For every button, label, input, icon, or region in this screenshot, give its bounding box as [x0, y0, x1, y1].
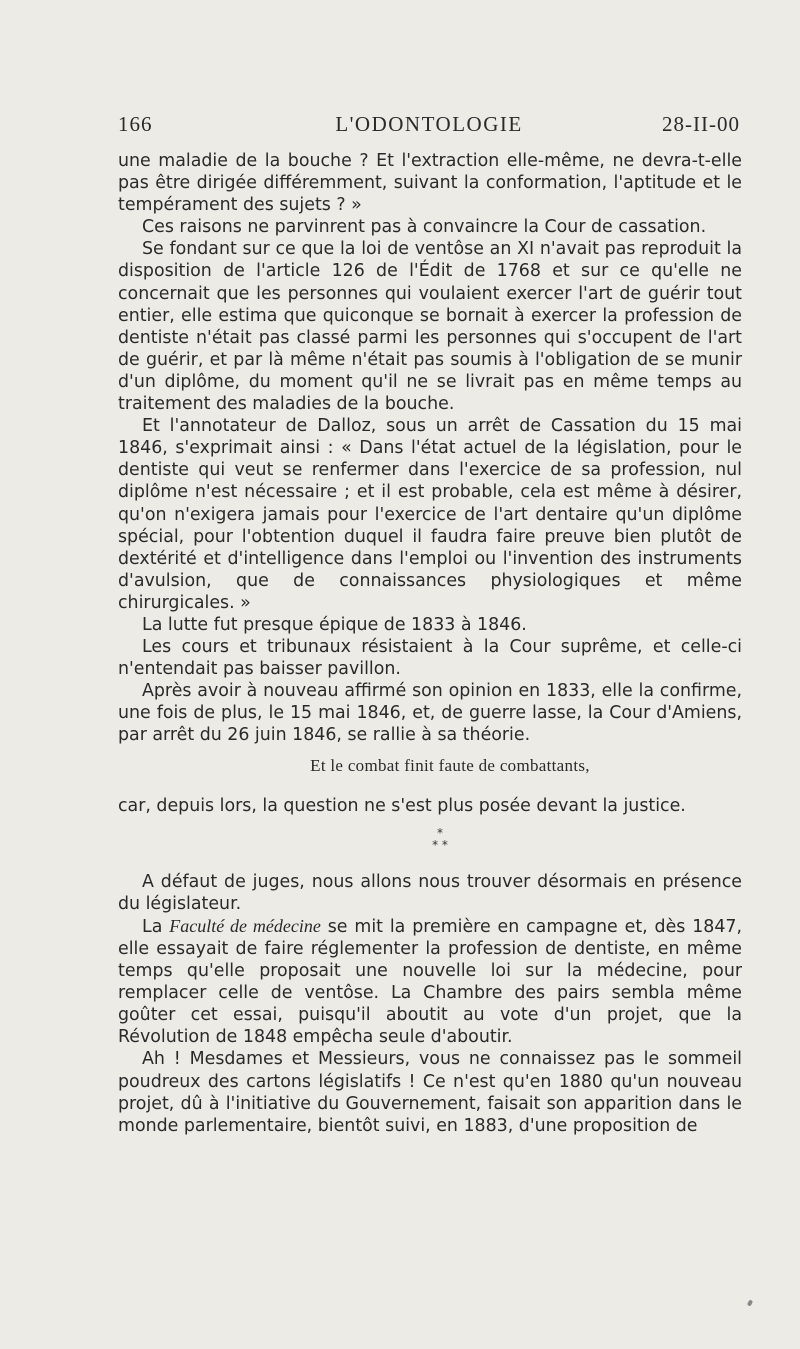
- verse-quote: Et le combat finit faute de combattants,: [310, 755, 590, 775]
- asterism-top: *: [437, 825, 443, 840]
- section-asterism: [118, 827, 742, 851]
- text-run: se mit la première en campagne et, dès 1847, elle essayait de faire réglementer la profession de dentiste, en même temps qu'elle proposait une nouvelle loi sur la médecine, pour remplacer celle de ventôse. La Chambre des pairs sembla même goûter cet essai, puisqu'il aboutit au vote d'un projet, que la Révolution de 1848 empêcha seule d'aboutir.: [118, 916, 743, 1048]
- text-run: La: [142, 916, 170, 937]
- paragraph: Après avoir à nouveau affirmé son opinion en 1833, elle la confirme, une fois de plus, le 15 mai 1846, et, de guerre lasse, la Cour d'Amiens, par arrêt du 26 juin 1846, se rallie à sa théorie.: [118, 681, 742, 746]
- paragraph: [118, 915, 742, 1049]
- body-text: [118, 150, 742, 1137]
- paper-speck: [747, 1299, 753, 1306]
- paragraph: Se fondant sur ce que la loi de ventôse an XI n'avait pas reproduit la disposition de l'article 126 de l'Édit de 1768 et sur ce qu'elle ne concernait que les personnes qui voulaient exercer l'art de guérir tout entier, elle estima que quiconque se bornait à exercer la profession de dentiste n'était pas classé parmi les personnes qui s'occupent de l'art de guérir, et par là même n'était pas soumis à l'obligation de se munir d'un diplôme, du moment qu'il ne se livrait pas en même temps au traitement des maladies de la bouche.: [118, 239, 742, 415]
- paragraph: Et l'annotateur de Dalloz, sous un arrêt de Cassation du 15 mai 1846, s'exprimait ainsi : « Dans l'état actuel de la législation, pour le dentiste qui veut se renfermer dans l'exercice de sa profession, nul diplôme n'est nécessaire ; et il est probable, cela est même à désirer, qu'on n'exigera jamais pour l'exercice de l'art dentaire qu'un diplôme spécial, pour l'obtention duquel il faudra faire preuve bien plutôt de dextérité et d'intelligence dans l'emploi ou l'invention des instruments d'avulsion, que de connaissances physiologiques et même chirurgicales. »: [118, 416, 742, 613]
- paragraph: Ces raisons ne parvinrent pas à convaincre la Cour de cassation.: [142, 217, 707, 238]
- running-title: L'ODONTOLOGIE: [335, 112, 523, 136]
- paragraph: Ah ! Mesdames et Messieurs, vous ne connaissez pas le sommeil poudreux des cartons législatifs ! Ce n'est qu'en 1880 qu'un nouveau projet, dû à l'initiative du Gouvernement, faisait son apparition dans le monde parlementaire, bientôt suivi, en 1883, d'une proposition de: [118, 1049, 742, 1136]
- paragraph: une maladie de la bouche ? Et l'extraction elle-même, ne devra-t-elle pas être dirigée différemment, suivant la conformation, l'aptitude et le tempérament des sujets ? »: [118, 151, 742, 216]
- asterism-bottom: * *: [432, 837, 448, 852]
- paragraph: La lutte fut presque épique de 1833 à 1846.: [142, 614, 527, 635]
- paragraph: A défaut de juges, nous allons nous trouver désormais en présence du législateur.: [118, 871, 742, 914]
- page-number: 166: [118, 112, 153, 136]
- running-header: [118, 112, 740, 142]
- italic-term: Faculté de médecine: [169, 915, 321, 936]
- paragraph: car, depuis lors, la question ne s'est plus posée devant la justice.: [118, 795, 686, 816]
- paragraph: Les cours et tribunaux résistaient à la Cour suprême, et celle-ci n'entendait pas baisser pavillon.: [118, 637, 742, 680]
- issue-date: 28-II-00: [662, 112, 740, 136]
